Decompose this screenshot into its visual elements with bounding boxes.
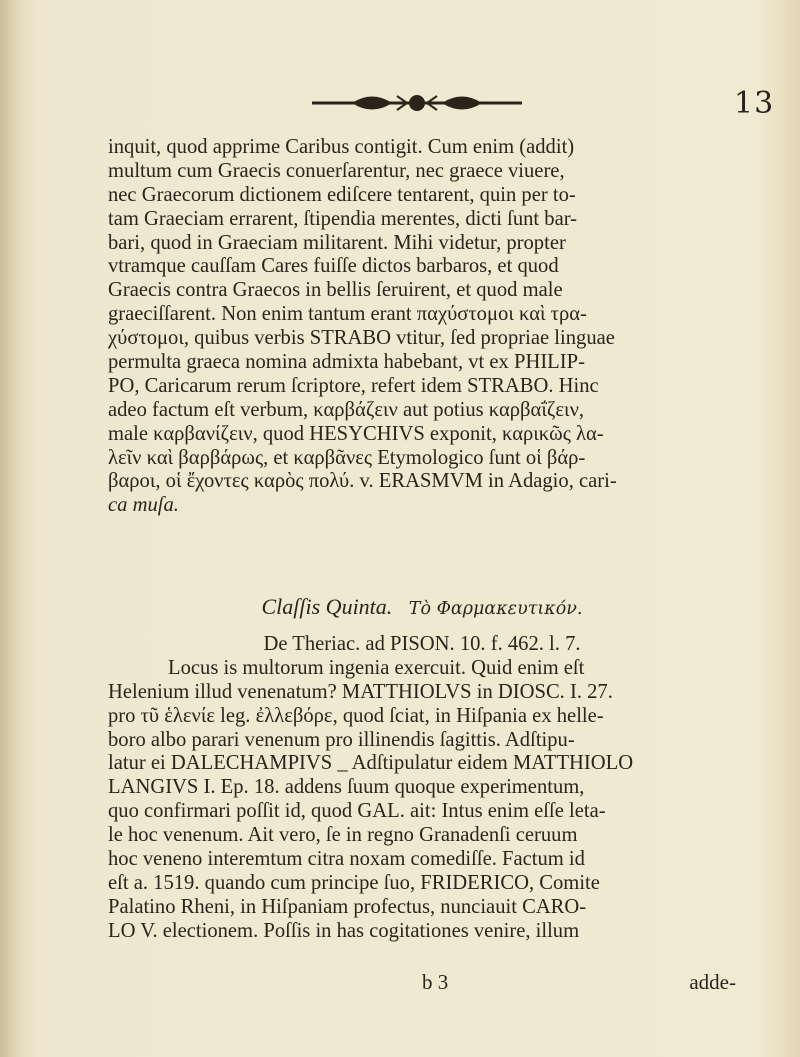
signature-mark: b 3	[422, 970, 449, 994]
text-line: eſt a. 1519. quando cum principe ſuo, FRIDERICO, Comite	[108, 871, 600, 894]
text-line: tam Graeciam errarent, ſtipendia merentes, dicti ſunt bar-	[108, 207, 578, 230]
paragraph-2	[108, 632, 736, 943]
text-line: PO, Caricarum rerum ſcriptore, refert idem STRABO. Hinc	[108, 374, 599, 397]
text-line: χύστομοι, quibus verbis STRABO vtitur, ſed propriae linguae	[108, 327, 615, 350]
text-line: Graecis contra Graecos in bellis ſeruirent, et quod male	[108, 279, 563, 302]
text-line: permulta graeca nomina admixta habebant, vt ex PHILIP-	[108, 351, 585, 374]
heading-latin: Claſſis Quinta.	[261, 594, 393, 619]
heading-greek: Τὸ Φαρμακευτικόν.	[408, 599, 583, 619]
page-number: 13	[734, 86, 775, 121]
text-line: male καρβανίζειν, quod HESYCHIVS exponit, καρικῶς λα-	[108, 422, 604, 445]
text-line: quo confirmari poſſit id, quod GAL. ait: Intus enim eſſe leta-	[108, 800, 606, 823]
text-line: vtramque cauſſam Cares fuiſſe dictos barbaros, et quod	[108, 255, 559, 278]
text-line: Palatino Rheni, in Hiſpaniam profectus, nunciauit CARO-	[108, 895, 587, 918]
text-line: λεῖν καὶ βαρβάρως, et καρβᾶνες Etymologico ſunt οἱ βάρ-	[108, 446, 586, 469]
headpiece-ornament	[312, 88, 522, 118]
text-line: LANGIVS I. Ep. 18. addens ſuum quoque experimentum,	[108, 776, 585, 799]
text-line: multum cum Graecis conuerſarentur, nec graece viuere,	[108, 159, 565, 182]
text-line: βαροι, οἱ ἔχοντες καρὸς πολύ. v. ERASMVM in Adagio, cari-	[108, 470, 617, 493]
text-line: inquit, quod apprime Caribus contigit. Cum enim (addit)	[108, 136, 575, 158]
text-line: bari, quod in Graeciam militarent. Mihi videtur, propter	[108, 231, 566, 254]
text-line: graeciſſarent. Non enim tantum erant παχύστομοι καὶ τρα-	[108, 303, 587, 326]
text-line: latur ei DALECHAMPIVS _ Adſtipulatur eidem MATTHIOLO	[108, 752, 634, 775]
text-line: Locus is multorum ingenia exercuit. Quid enim eſt	[168, 656, 585, 679]
reference-line: De Theriac. ad PISON. 10. f. 462. l. 7.	[263, 633, 581, 655]
text-line: hoc veneno interemtum citra noxam comediſſe. Factum id	[108, 848, 585, 871]
text-line: pro τῦ ἑλενίε leg. ἐλλεβόρε, quod ſciat, in Hiſpania ex helle-	[108, 704, 604, 727]
text-line: ca muſa.	[108, 494, 179, 517]
text-line: le hoc venenum. Ait vero, ſe in regno Granadenſi ceruum	[108, 824, 578, 847]
section-heading	[108, 594, 736, 620]
catchword: adde-	[689, 970, 736, 994]
text-line: LO V. electionem. Poſſis in has cogitationes venire, illum	[108, 919, 580, 942]
text-line: adeo factum eſt verbum, καρβάζειν aut potius καρβαΐζειν,	[108, 398, 585, 421]
text-line: nec Graecorum dictionem ediſcere tentarent, quin per to-	[108, 183, 576, 206]
paragraph-1	[108, 136, 736, 518]
text-line: boro albo parari venenum pro illinendis ſagittis. Adſtipu-	[108, 728, 575, 751]
text-line: Helenium illud venenatum? MATTHIOLVS in DIOSC. I. 27.	[108, 680, 613, 703]
